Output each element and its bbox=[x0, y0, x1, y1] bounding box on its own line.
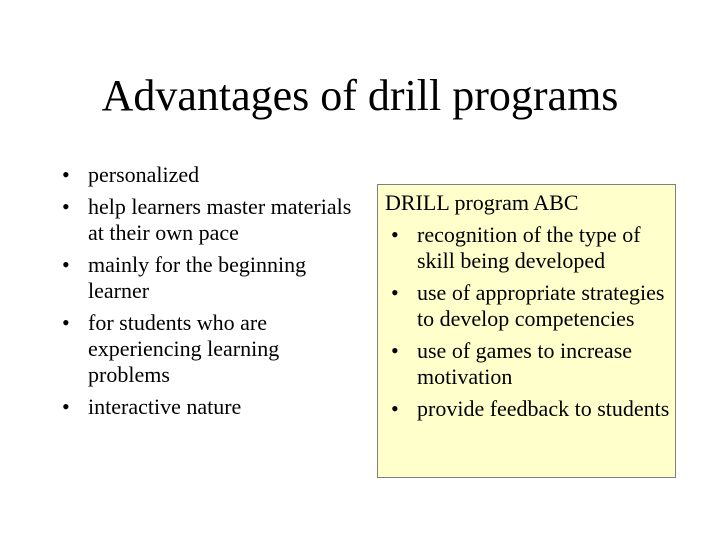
list-item bbox=[56, 394, 366, 420]
list-item bbox=[385, 338, 675, 390]
list-item-text: help learners master materials at their own pace bbox=[88, 194, 352, 245]
drill-box-title: DRILL program ABC bbox=[385, 190, 579, 215]
list-item-text: interactive nature bbox=[88, 394, 242, 419]
bullet-icon: • bbox=[62, 252, 70, 277]
list-item bbox=[56, 252, 366, 304]
drill-program-box bbox=[377, 184, 676, 478]
slide-title: Advantages of drill programs bbox=[101, 71, 619, 120]
list-item-text: personalized bbox=[88, 162, 200, 187]
bullet-icon: • bbox=[391, 222, 399, 247]
bullet-icon: • bbox=[391, 280, 399, 305]
list-item-text: for students who are experiencing learning problems bbox=[88, 310, 280, 387]
list-item bbox=[385, 222, 675, 274]
drill-program-list bbox=[385, 222, 675, 422]
list-item-text: use of games to increase motivation bbox=[417, 338, 633, 389]
bullet-icon: • bbox=[391, 338, 399, 363]
bullet-icon: • bbox=[62, 194, 70, 219]
bullet-icon: • bbox=[62, 162, 70, 187]
list-item bbox=[385, 280, 675, 332]
bullet-icon: • bbox=[391, 396, 399, 421]
bullet-icon: • bbox=[62, 310, 70, 335]
list-item bbox=[56, 162, 366, 188]
list-item bbox=[56, 194, 366, 246]
list-item bbox=[385, 396, 675, 422]
bullet-icon: • bbox=[62, 394, 70, 419]
list-item-text: use of appropriate strategies to develop competencies bbox=[417, 280, 665, 331]
list-item-text: provide feedback to students bbox=[417, 396, 670, 421]
list-item bbox=[56, 310, 366, 388]
list-item-text: mainly for the beginning learner bbox=[88, 252, 307, 303]
list-item-text: recognition of the type of skill being developed bbox=[417, 222, 641, 273]
advantages-list bbox=[56, 162, 366, 426]
